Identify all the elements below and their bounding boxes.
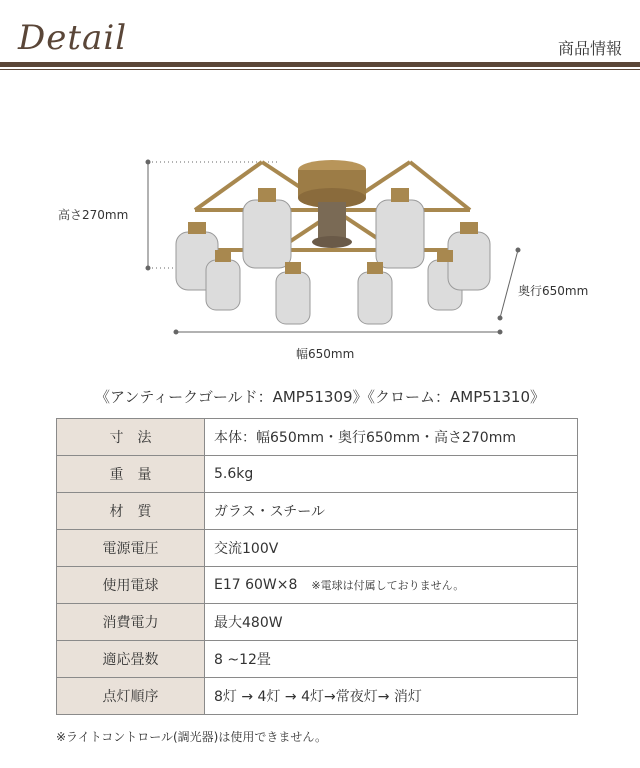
spec-value: 8 ~12畳 [205, 641, 578, 678]
spec-row-bulb [57, 567, 578, 604]
spec-row-lighting-order [57, 678, 578, 715]
spec-value: 最大480W [205, 604, 578, 641]
detail-logo: Detail [18, 18, 128, 58]
chandelier-illustration [0, 140, 640, 380]
spec-value: 8灯 → 4灯 → 4灯→常夜灯→ 消灯 [205, 678, 578, 715]
spec-value: 交流100V [205, 530, 578, 567]
spec-label: 寸 法 [57, 419, 205, 456]
spec-value: E17 60W×8 [214, 577, 298, 593]
spec-row-room-size [57, 641, 578, 678]
spec-label: 使用電球 [57, 567, 205, 604]
spec-label: 点灯順序 [57, 678, 205, 715]
header [0, 0, 640, 72]
spec-label: 消費電力 [57, 604, 205, 641]
canopy [298, 160, 366, 248]
header-rule-thick [0, 62, 640, 67]
spec-value: 本体：幅650mm・奥行650mm・高さ270mm [205, 419, 578, 456]
spec-label: 重 量 [57, 456, 205, 493]
height-label: 高さ270mm [58, 208, 129, 222]
width-label: 幅650mm [296, 347, 355, 361]
product-variants: 《アンティークゴールド：AMP51309》《クローム：AMP51310》 [94, 388, 546, 406]
spec-row-weight [57, 456, 578, 493]
spec-table [56, 418, 578, 715]
spec-row-power [57, 604, 578, 641]
product-figure [0, 140, 640, 380]
bulb-note: ※電球は付属しておりません。 [311, 579, 465, 592]
spec-row-voltage [57, 530, 578, 567]
section-title: 商品情報 [557, 39, 622, 58]
spec-label: 電源電圧 [57, 530, 205, 567]
footnote: ※ライトコントロール(調光器)は使用できません。 [56, 730, 328, 744]
header-rule-thin [0, 69, 640, 70]
spec-value: 5.6kg [205, 456, 578, 493]
spec-value: ガラス・スチール [205, 493, 578, 530]
spec-row-size [57, 419, 578, 456]
depth-label: 奥行650mm [518, 284, 589, 298]
spec-row-material [57, 493, 578, 530]
spec-value-cell [205, 567, 578, 604]
spec-label: 材 質 [57, 493, 205, 530]
spec-label: 適応畳数 [57, 641, 205, 678]
